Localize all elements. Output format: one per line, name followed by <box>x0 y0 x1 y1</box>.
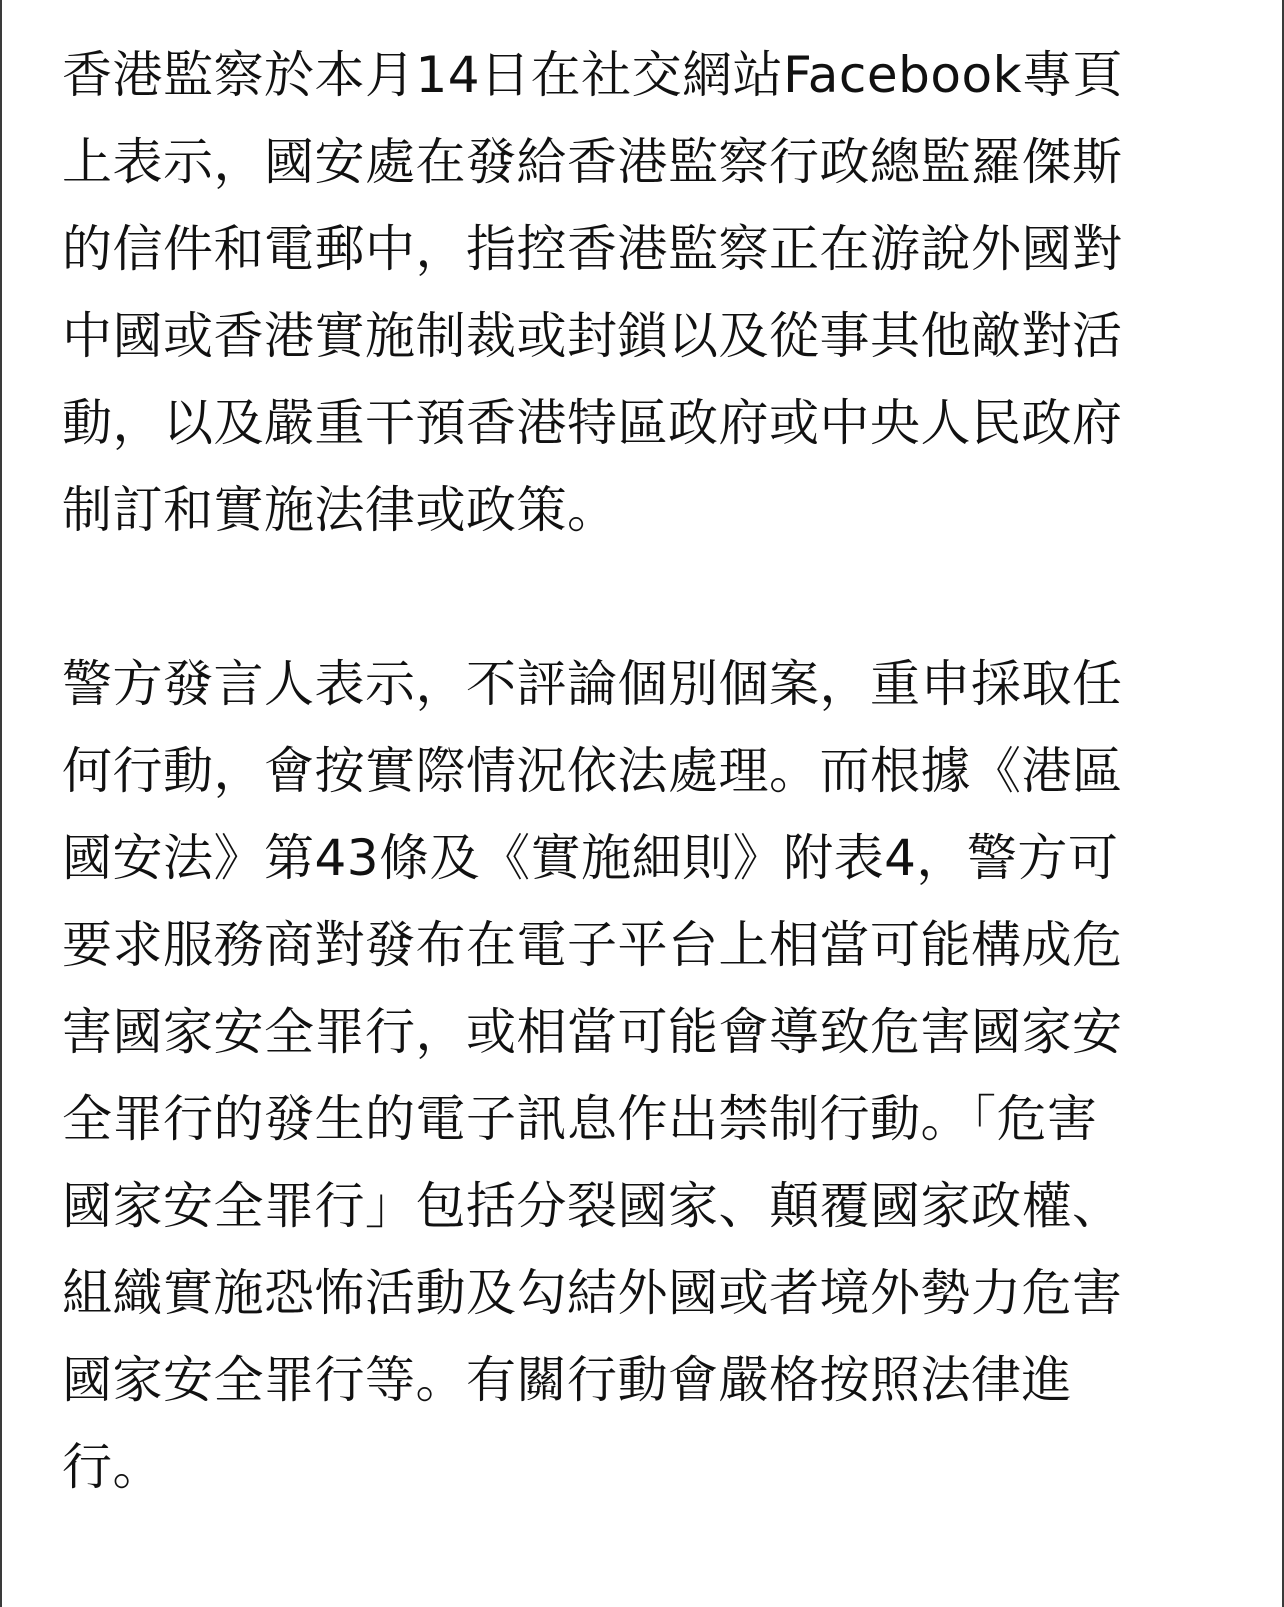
text-line: 要求服務商對發布在電子平台上相當可能構成危 <box>62 916 1123 974</box>
text-line: 警方發言人表示，不評論個別個案，重申採取任 <box>62 655 1123 713</box>
text-line: 何行動，會按實際情況依法處理。而根據《港區 <box>62 742 1123 800</box>
text-line: 國家安全罪行」包括分裂國家、顛覆國家政權、 <box>62 1177 1123 1235</box>
text-line: 上表示，國安處在發給香港監察行政總監羅傑斯 <box>62 133 1123 191</box>
text-line: 制訂和實施法律或政策。 <box>62 481 618 539</box>
paragraph-1 <box>62 32 1212 554</box>
paragraph-spacer <box>62 554 1212 641</box>
text-line: 國家安全罪行等。有關行動會嚴格按照法律進 <box>62 1351 1072 1409</box>
text-line: 國安法》第43條及《實施細則》附表4，警方可 <box>62 829 1119 887</box>
text-line: 動，以及嚴重干預香港特區政府或中央人民政府 <box>62 394 1123 452</box>
text-line: 害國家安全罪行，或相當可能會導致危害國家安 <box>62 1003 1123 1061</box>
text-line: 行。 <box>62 1438 163 1496</box>
text-line: 香港監察於本月14日在社交網站Facebook專頁 <box>62 46 1124 104</box>
text-line: 全罪行的發生的電子訊息作出禁制行動。「危害 <box>62 1090 1098 1148</box>
paragraph-2 <box>62 641 1212 1511</box>
text-line: 的信件和電郵中，指控香港監察正在游說外國對 <box>62 220 1123 278</box>
text-line: 中國或香港實施制裁或封鎖以及從事其他敵對活 <box>62 307 1123 365</box>
text-line: 組織實施恐怖活動及勾結外國或者境外勢力危害 <box>62 1264 1123 1322</box>
article-body <box>62 32 1212 1511</box>
